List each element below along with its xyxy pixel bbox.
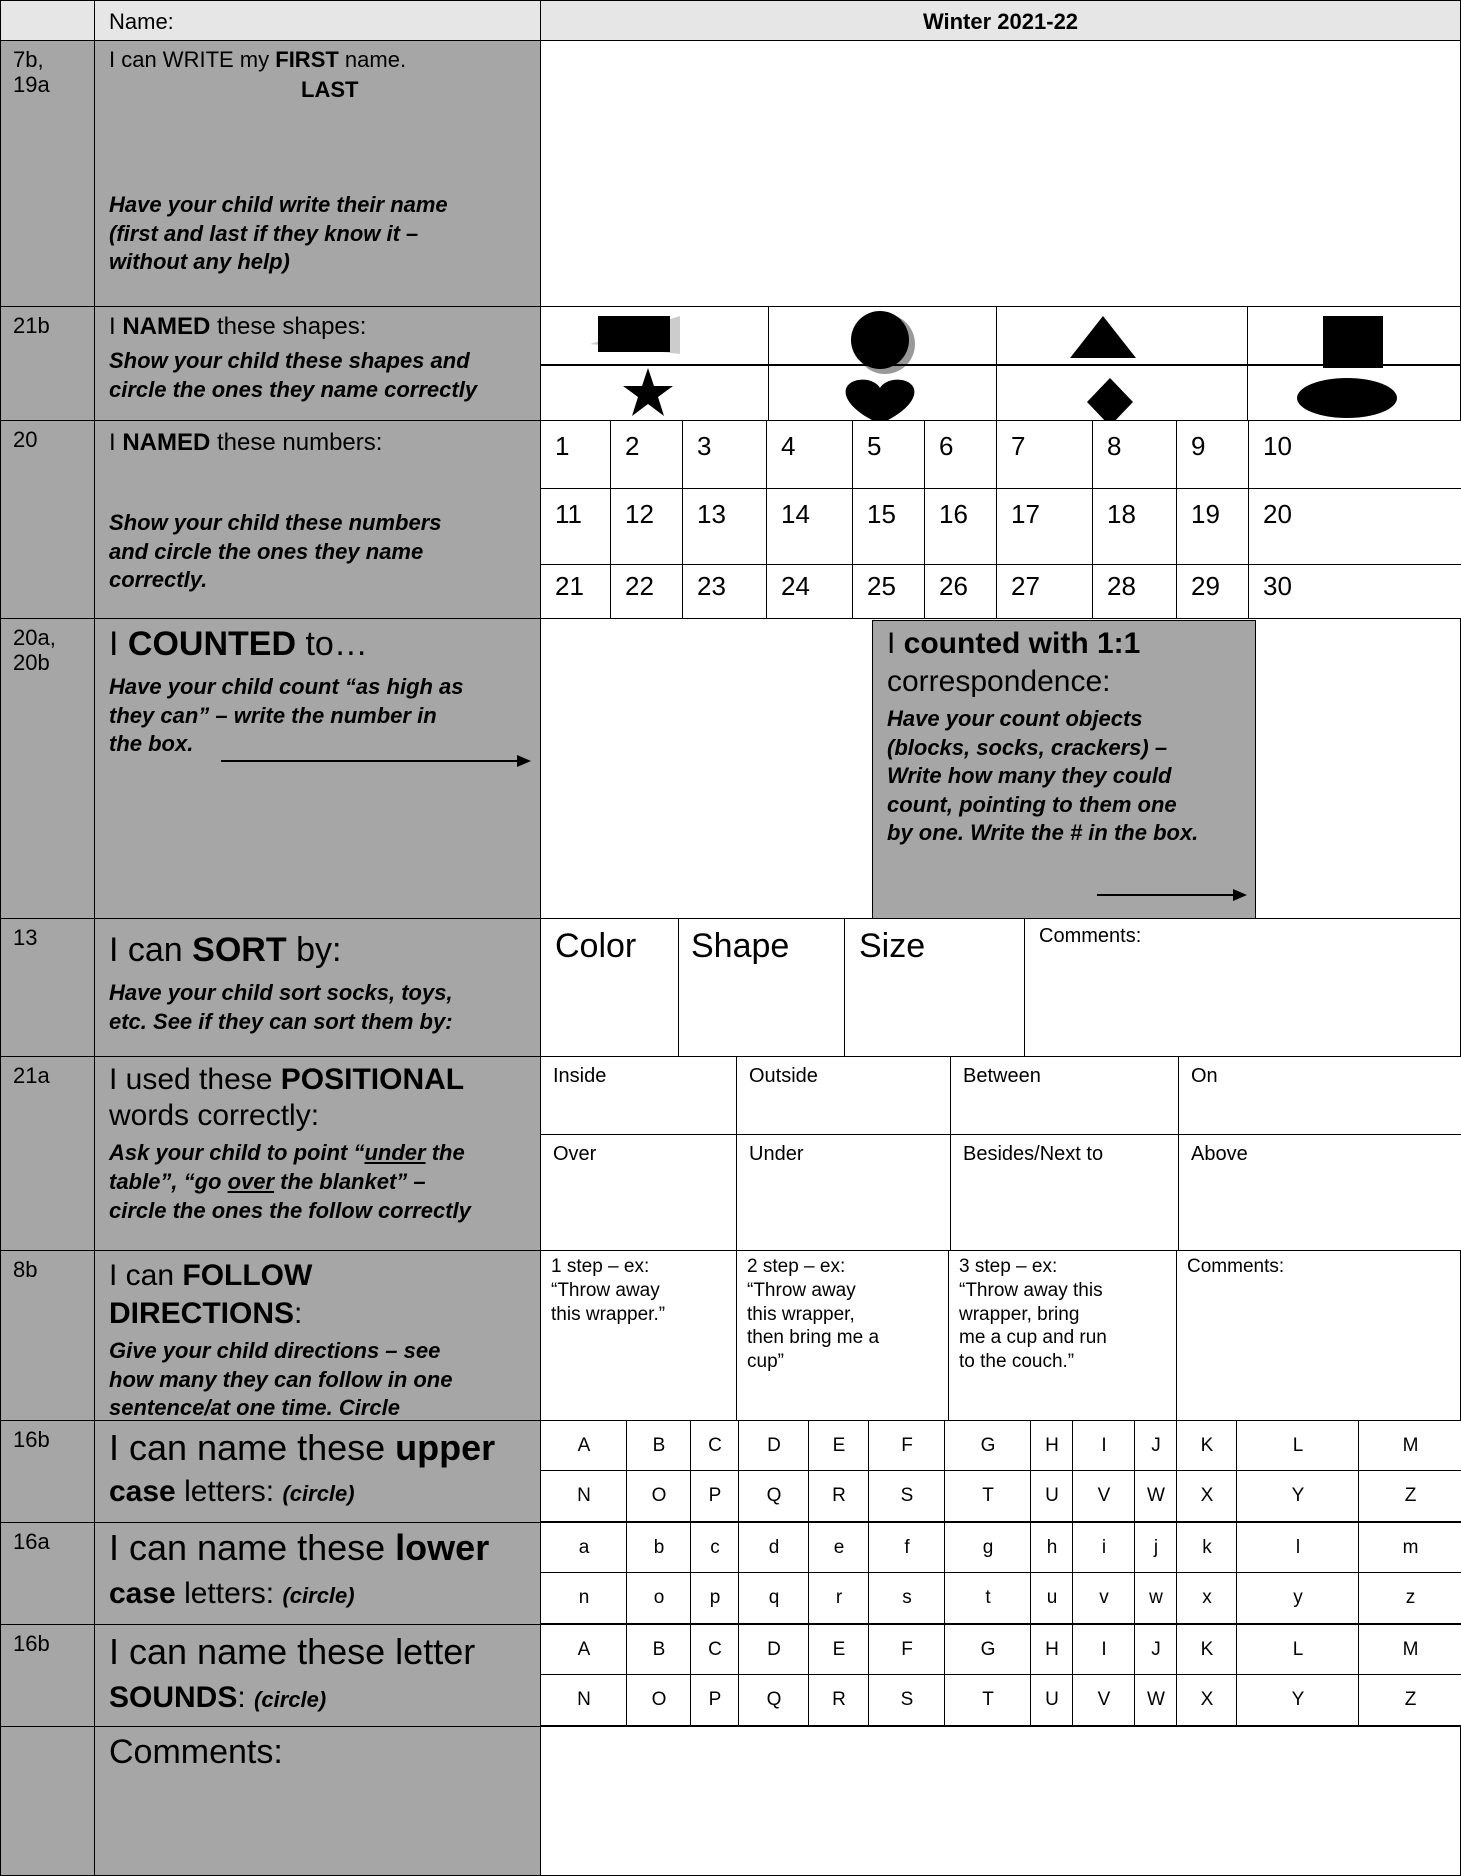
letter-cell[interactable]: O xyxy=(626,1470,692,1522)
code-cell-name xyxy=(0,40,96,308)
letter-cell[interactable]: I xyxy=(1072,1624,1136,1676)
row-code: 7b, 19a xyxy=(13,47,50,98)
letter-cell[interactable]: S xyxy=(868,1674,946,1726)
sort-comments[interactable]: Comments: xyxy=(1024,918,1461,1058)
sort-option-color[interactable]: Color xyxy=(540,918,680,1058)
letter-cell[interactable]: C xyxy=(690,1420,740,1472)
name-skill-line2: LAST xyxy=(301,77,359,102)
letter-cell[interactable]: V xyxy=(1072,1470,1136,1522)
label-cell-sounds xyxy=(94,1624,542,1728)
code-cell-upper: 16b xyxy=(0,1420,96,1524)
letter-cell[interactable]: c xyxy=(690,1522,740,1574)
number-cell[interactable]: 15 xyxy=(852,488,926,568)
shapes-skill: I NAMED these shapes: xyxy=(109,313,367,340)
number-cell[interactable]: 9 xyxy=(1176,420,1250,492)
letter-cell[interactable]: j xyxy=(1134,1522,1178,1574)
letter-cell[interactable]: P xyxy=(690,1470,740,1522)
one-to-one-title: I counted with 1:1 xyxy=(887,627,1141,660)
letter-cell[interactable]: o xyxy=(626,1572,692,1624)
letter-cell[interactable]: p xyxy=(690,1572,740,1624)
square-icon xyxy=(1323,316,1383,368)
letter-cell[interactable]: x xyxy=(1176,1572,1238,1624)
direction-step-3[interactable]: 3 step – ex: “Throw away this wrapper, bring me a cup and run to the couch.” xyxy=(948,1250,1178,1422)
number-cell[interactable]: 20 xyxy=(1248,488,1461,568)
sounds-skill-line2: SOUNDS: (circle) xyxy=(109,1681,327,1714)
letter-cell[interactable]: i xyxy=(1072,1522,1136,1574)
letter-cell[interactable]: X xyxy=(1176,1470,1238,1522)
shapes-instruction: Show your child these shapes and circle the ones they name correctly xyxy=(109,348,478,402)
number-cell[interactable]: 5 xyxy=(852,420,926,492)
letter-cell[interactable]: F xyxy=(868,1420,946,1472)
letter-cell[interactable]: C xyxy=(690,1624,740,1676)
number-cell[interactable]: 17 xyxy=(996,488,1094,568)
number-cell[interactable]: 24 xyxy=(766,564,854,622)
letter-cell[interactable]: E xyxy=(808,1420,870,1472)
number-cell[interactable]: 8 xyxy=(1092,420,1178,492)
numbers-instruction: Show your child these numbers and circle the ones they name correctly. xyxy=(109,510,442,593)
letter-cell[interactable]: B xyxy=(626,1624,692,1676)
counted-skill: I COUNTED to… xyxy=(109,625,368,663)
name-instruction: Have your child write their name (first and last if they know it – without any help) xyxy=(109,192,448,275)
number-cell[interactable]: 13 xyxy=(682,488,768,568)
positional-word-cell[interactable]: Under xyxy=(736,1134,952,1252)
letter-cell[interactable]: A xyxy=(540,1420,628,1472)
letter-cell[interactable]: P xyxy=(690,1674,740,1726)
label-cell-numbers xyxy=(94,420,542,620)
letter-cell[interactable]: s xyxy=(868,1572,946,1624)
letter-cell[interactable]: R xyxy=(808,1470,870,1522)
letter-cell[interactable]: S xyxy=(868,1470,946,1522)
positional-word-cell[interactable]: Between xyxy=(950,1056,1180,1136)
number-cell[interactable]: 27 xyxy=(996,564,1094,622)
star-icon xyxy=(623,368,673,416)
letter-cell[interactable]: h xyxy=(1030,1522,1074,1574)
letter-cell[interactable]: g xyxy=(944,1522,1032,1574)
directions-skill: I can FOLLOW xyxy=(109,1259,313,1292)
number-cell[interactable]: 4 xyxy=(766,420,854,492)
season-title: Winter 2021-22 xyxy=(922,9,1079,34)
letter-cell[interactable]: r xyxy=(808,1572,870,1624)
letter-cell[interactable]: n xyxy=(540,1572,628,1624)
letter-cell[interactable]: w xyxy=(1134,1572,1178,1624)
diamond-icon xyxy=(1087,378,1133,422)
number-cell[interactable]: 1 xyxy=(540,420,612,492)
label-cell-sort xyxy=(94,918,542,1058)
label-cell-name xyxy=(94,40,542,308)
label-cell-counted xyxy=(94,618,542,920)
arrow-right-icon xyxy=(1097,887,1247,903)
number-cell[interactable]: 11 xyxy=(540,488,612,568)
sounds-skill: I can name these letter xyxy=(109,1631,476,1672)
code-cell-comments xyxy=(0,1726,96,1876)
comments-area[interactable] xyxy=(540,1726,1461,1876)
letter-cell[interactable]: O xyxy=(626,1674,692,1726)
name-label: Name: xyxy=(109,9,174,34)
code-cell-shapes: 21b xyxy=(0,306,96,422)
letter-cell[interactable]: Z xyxy=(1358,1470,1461,1522)
letter-cell[interactable]: B xyxy=(626,1420,692,1472)
number-cell[interactable]: 3 xyxy=(682,420,768,492)
positional-word-cell[interactable]: Inside xyxy=(540,1056,738,1136)
letter-cell[interactable]: A xyxy=(540,1624,628,1676)
number-cell[interactable]: 2 xyxy=(610,420,684,492)
name-writing-area[interactable] xyxy=(540,40,1461,308)
code-cell-numbers: 20 xyxy=(0,420,96,620)
letter-cell[interactable]: E xyxy=(808,1624,870,1676)
letter-cell[interactable]: l xyxy=(1236,1522,1360,1574)
letter-cell[interactable]: Y xyxy=(1236,1674,1360,1726)
positional-instruction-3: circle the ones the follow correctly xyxy=(109,1198,471,1223)
label-cell-shapes xyxy=(94,306,542,422)
letter-cell[interactable]: u xyxy=(1030,1572,1074,1624)
shapes-row-divider xyxy=(540,364,1461,366)
positional-skill-line2: words correctly: xyxy=(109,1099,320,1132)
letter-cell[interactable]: M xyxy=(1358,1624,1461,1676)
code-cell-lower: 16a xyxy=(0,1522,96,1626)
rectangle-icon xyxy=(598,316,670,352)
label-cell-lower xyxy=(94,1522,542,1626)
directions-comments[interactable]: Comments: xyxy=(1176,1250,1461,1422)
letter-cell[interactable]: U xyxy=(1030,1470,1074,1522)
letter-cell[interactable]: e xyxy=(808,1522,870,1574)
direction-step-1[interactable]: 1 step – ex: “Throw away this wrapper.” xyxy=(540,1250,738,1422)
upper-skill: I can name these upper xyxy=(109,1427,496,1468)
number-cell[interactable]: 30 xyxy=(1248,564,1461,622)
letter-cell[interactable]: Q xyxy=(738,1674,810,1726)
letter-cell[interactable]: J xyxy=(1134,1420,1178,1472)
one-to-one-box xyxy=(872,620,1256,920)
letter-cell[interactable]: W xyxy=(1134,1674,1178,1726)
letter-cell[interactable]: T xyxy=(944,1470,1032,1522)
letter-cell[interactable]: d xyxy=(738,1522,810,1574)
positional-instruction-1: Ask your child to point “under the xyxy=(109,1140,465,1165)
letter-cell[interactable]: K xyxy=(1176,1624,1238,1676)
number-cell[interactable]: 23 xyxy=(682,564,768,622)
direction-step-2[interactable]: 2 step – ex: “Throw away this wrapper, then bring me a cup” xyxy=(736,1250,950,1422)
number-cell[interactable]: 16 xyxy=(924,488,998,568)
positional-word-cell[interactable]: Over xyxy=(540,1134,738,1252)
letter-cell[interactable]: X xyxy=(1176,1674,1238,1726)
number-cell[interactable]: 18 xyxy=(1092,488,1178,568)
comments-label: Comments: xyxy=(109,1733,283,1771)
number-cell[interactable]: 12 xyxy=(610,488,684,568)
heart-icon xyxy=(846,380,915,422)
letter-cell[interactable]: T xyxy=(944,1674,1032,1726)
letter-cell[interactable]: L xyxy=(1236,1420,1360,1472)
letter-cell[interactable]: G xyxy=(944,1624,1032,1676)
number-cell[interactable]: 28 xyxy=(1092,564,1178,622)
upper-skill-line2: case letters: (circle) xyxy=(109,1475,355,1508)
letter-cell[interactable]: Z xyxy=(1358,1674,1461,1726)
code-cell-directions: 8b xyxy=(0,1250,96,1422)
number-cell[interactable]: 25 xyxy=(852,564,926,622)
letter-cell[interactable]: v xyxy=(1072,1572,1136,1624)
number-cell[interactable]: 10 xyxy=(1248,420,1461,492)
letter-cell[interactable]: F xyxy=(868,1624,946,1676)
label-cell-positional xyxy=(94,1056,542,1252)
header-season-cell xyxy=(540,0,1461,42)
number-cell[interactable]: 21 xyxy=(540,564,612,622)
label-cell-comments xyxy=(94,1726,542,1876)
positional-word-cell[interactable]: Besides/Next to xyxy=(950,1134,1180,1252)
positional-word-cell[interactable]: On xyxy=(1178,1056,1461,1136)
letter-cell[interactable]: a xyxy=(540,1522,628,1574)
number-cell[interactable]: 7 xyxy=(996,420,1094,492)
code-cell-sounds: 16b xyxy=(0,1624,96,1728)
one-to-one-subtitle: correspondence: xyxy=(887,665,1111,698)
letter-cell[interactable]: m xyxy=(1358,1522,1461,1574)
directions-instruction: Give your child directions – see how many they can follow in one sentence/at one time. Circle xyxy=(109,1338,453,1421)
number-cell[interactable]: 6 xyxy=(924,420,998,492)
name-skill-line1: I can WRITE my FIRST name. xyxy=(109,47,407,72)
letter-cell[interactable]: R xyxy=(808,1674,870,1726)
triangle-icon xyxy=(1070,316,1136,358)
numbers-skill: I NAMED these numbers: xyxy=(109,429,383,456)
code-cell-positional: 21a xyxy=(0,1056,96,1252)
number-cell[interactable]: 19 xyxy=(1176,488,1250,568)
letter-cell[interactable]: K xyxy=(1176,1420,1238,1472)
lower-skill: I can name these lower xyxy=(109,1527,490,1568)
letter-cell[interactable]: H xyxy=(1030,1420,1074,1472)
number-cell[interactable]: 29 xyxy=(1176,564,1250,622)
number-cell[interactable]: 22 xyxy=(610,564,684,622)
letter-cell[interactable]: y xyxy=(1236,1572,1360,1624)
sort-option-size[interactable]: Size xyxy=(844,918,1026,1058)
letter-cell[interactable]: J xyxy=(1134,1624,1178,1676)
letter-cell[interactable]: t xyxy=(944,1572,1032,1624)
sort-instruction: Have your child sort socks, toys, etc. See if they can sort them by: xyxy=(109,980,453,1034)
one-to-one-instruction: Have your count objects (blocks, socks, crackers) – Write how many they could count, pointing to them one by one. Write the # in the box. xyxy=(887,706,1199,846)
label-cell-directions xyxy=(94,1250,542,1422)
number-cell[interactable]: 26 xyxy=(924,564,998,622)
letter-cell[interactable]: W xyxy=(1134,1470,1178,1522)
letter-cell[interactable]: D xyxy=(738,1420,810,1472)
letter-cell[interactable]: N xyxy=(540,1470,628,1522)
code-cell-counted: 20a, 20b xyxy=(0,618,96,920)
oval-icon xyxy=(1297,378,1397,418)
header-name-cell xyxy=(94,0,542,42)
sort-skill: I can SORT by: xyxy=(109,931,342,969)
letter-cell[interactable]: N xyxy=(540,1674,628,1726)
positional-instruction-2: table”, “go over the blanket” – xyxy=(109,1169,426,1194)
letter-cell[interactable]: b xyxy=(626,1522,692,1574)
arrow-right-icon xyxy=(221,753,531,769)
letter-cell[interactable]: Y xyxy=(1236,1470,1360,1522)
letter-cell[interactable]: H xyxy=(1030,1624,1074,1676)
directions-skill-line2: DIRECTIONS: xyxy=(109,1297,303,1330)
letter-cell[interactable]: M xyxy=(1358,1420,1461,1472)
counted-instruction: Have your child count “as high as they can” – write the number in the box. xyxy=(109,674,464,757)
letter-cell[interactable]: V xyxy=(1072,1674,1136,1726)
label-cell-upper xyxy=(94,1420,542,1524)
letter-cell[interactable]: q xyxy=(738,1572,810,1624)
letter-cell[interactable]: U xyxy=(1030,1674,1074,1726)
lower-skill-line2: case letters: (circle) xyxy=(109,1577,355,1610)
letter-cell[interactable]: k xyxy=(1176,1522,1238,1574)
positional-word-cell[interactable]: Outside xyxy=(736,1056,952,1136)
positional-word-cell[interactable]: Above xyxy=(1178,1134,1461,1252)
positional-skill: I used these POSITIONAL xyxy=(109,1063,465,1096)
code-cell-sort: 13 xyxy=(0,918,96,1058)
letter-cell[interactable]: L xyxy=(1236,1624,1360,1676)
letter-cell[interactable]: z xyxy=(1358,1572,1461,1624)
circle-icon xyxy=(851,311,909,369)
letter-cell[interactable]: I xyxy=(1072,1420,1136,1472)
letter-cell[interactable]: f xyxy=(868,1522,946,1574)
number-cell[interactable]: 14 xyxy=(766,488,854,568)
header-code-cell xyxy=(0,0,96,42)
sort-option-shape[interactable]: Shape xyxy=(678,918,846,1058)
letter-cell[interactable]: Q xyxy=(738,1470,810,1522)
letter-cell[interactable]: G xyxy=(944,1420,1032,1472)
letter-cell[interactable]: D xyxy=(738,1624,810,1676)
